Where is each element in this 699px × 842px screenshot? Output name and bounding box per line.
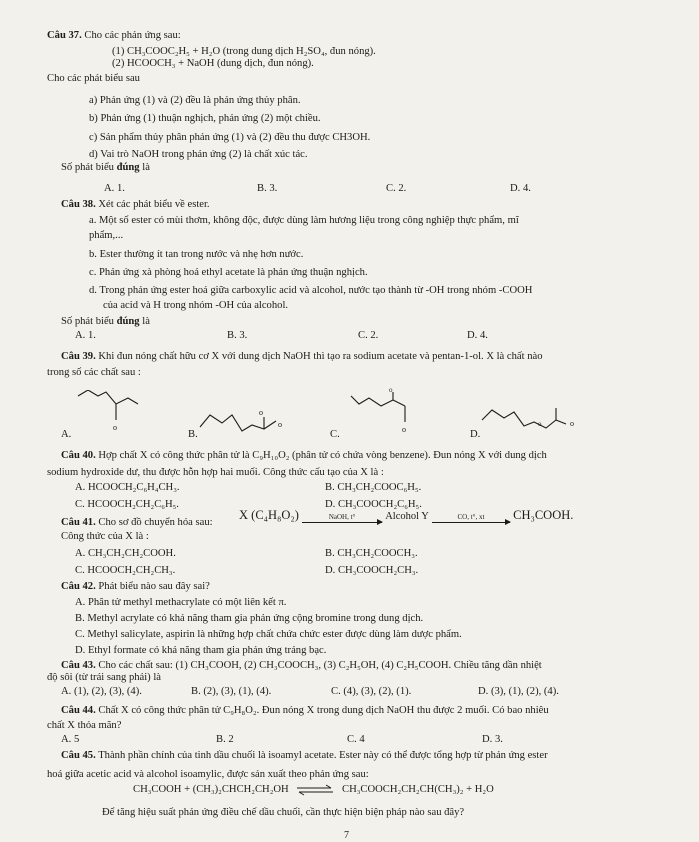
q37-option-b[interactable]: B. 3.: [257, 183, 278, 194]
svg-text:o: o: [538, 420, 542, 428]
q44-option-c[interactable]: C. 4: [347, 734, 365, 745]
q45-question: Để tăng hiệu suất phản ứng điều chế dầu chuối, cần thực hiện biện pháp nào sau đây?: [102, 807, 465, 818]
q41-middle: Alcohol Y: [385, 511, 429, 522]
q39-line1: Câu 39. Khi đun nóng chất hữu cơ X với dung dịch NaOH thì tạo ra sodium acetate và pentan-1-ol. X là chất nào: [61, 351, 543, 362]
q37-statement-b: b) Phản ứng (1) thuận nghịch, phản ứng (2) một chiều.: [89, 113, 321, 124]
svg-text:o: o: [402, 425, 406, 434]
q37-ask: Số phát biểu đúng là: [61, 162, 150, 173]
q43-option-a[interactable]: A. (1), (2), (3), (4).: [61, 686, 142, 697]
q42-intro: Câu 42. Phát biểu nào sau đây sai?: [61, 581, 210, 592]
q43-line1: Câu 43. Cho các chất sau: (1) CH₃COOH, (2) CH₃COOCH₃, (3) C₂H₅OH, (4) C₂H₅COOH. Chiều tăng dần nhiệt: [61, 660, 542, 671]
q38-intro: Câu 38. Xét các phát biểu về ester.: [61, 199, 210, 210]
q41-option-a[interactable]: A. CH₃CH₂CH₂COOH.: [75, 548, 176, 559]
q37-intro: Câu 37. Cho các phản ứng sau:: [47, 30, 181, 41]
q37-option-d[interactable]: D. 4.: [510, 183, 531, 194]
q44-line1: Câu 44. Chất X có công thức phân tử C₉H₈O₂. Đun nóng X trong dung dịch NaOH thu được 2 muối. Có bao nhiêu: [61, 705, 549, 716]
q44-line2: chất X thỏa mãn?: [47, 720, 122, 731]
q44-options: [0, 733, 699, 747]
q38-statement-a-line2: phẩm,...: [89, 230, 124, 241]
q43-option-c[interactable]: C. (4), (3), (2), (1).: [331, 686, 412, 697]
q41-options-row1: [0, 547, 699, 561]
q41-scheme: [239, 507, 573, 525]
q41-option-c[interactable]: C. HCOOCH₂CH₂CH₃.: [75, 565, 176, 576]
q38-option-b[interactable]: B. 3.: [227, 330, 248, 341]
q38-ask: Số phát biểu đúng là: [61, 316, 150, 327]
q37-lead: Cho các phát biểu sau: [47, 73, 140, 84]
svg-text:o: o: [113, 423, 117, 432]
q37-reaction-1: (1) CH₃COOC₂H₅ + H₂O (trong dung dịch H₂SO₄, đun nóng).: [112, 46, 376, 57]
q41-arrow-1: NaOH, t°: [302, 513, 382, 523]
q44-option-d[interactable]: D. 3.: [482, 734, 503, 745]
q45-reactants: CH₃COOH + (CH₃)₂CHCH₂CH₂OH: [133, 784, 289, 795]
q39-structure-c[interactable]: [343, 388, 443, 436]
q38-statement-a-line1: a. Một số ester có mùi thơm, không độc, được dùng làm hương liệu trong công nghiệp thực phẩm, mĩ: [89, 215, 519, 226]
q40-option-c[interactable]: C. HCOOCH₂CH₂C₆H₅.: [75, 499, 179, 510]
q40-option-b[interactable]: B. CH₃CH₂COOC₆H₅.: [325, 482, 422, 493]
q38-statement-b: b. Ester thường ít tan trong nước và nhẹ hơn nước.: [89, 249, 304, 260]
svg-text:o: o: [570, 419, 574, 428]
q45-equation: [133, 783, 494, 796]
q37-reaction-2: (2) HCOOCH₃ + NaOH (dung dịch, đun nóng).: [112, 58, 314, 69]
svg-text:o: o: [278, 420, 282, 429]
q41-start: X (C₄H₈O₂): [239, 508, 299, 522]
q41-intro: Câu 41. Cho sơ đồ chuyển hóa sau:: [61, 517, 213, 528]
q39-option-a-label[interactable]: A.: [61, 429, 72, 440]
q38-statement-d-line1: d. Trong phản ứng ester hoá giữa carboxylic acid và alcohol, nước tạo thành từ -OH trong nhóm -COOH: [89, 285, 533, 296]
q41-end: CH₃COOH.: [513, 508, 574, 522]
q43-option-d[interactable]: D. (3), (1), (2), (4).: [478, 686, 559, 697]
q41-option-d[interactable]: D. CH₃COOCH₂CH₃.: [325, 565, 419, 576]
q43-option-b[interactable]: B. (2), (3), (1), (4).: [191, 686, 272, 697]
reversible-arrow-icon: [295, 784, 335, 796]
svg-text:o: o: [259, 408, 263, 417]
q43-options: [0, 685, 699, 699]
q38-statement-c: c. Phản ứng xà phòng hoá ethyl acetate là phản ứng thuận nghịch.: [89, 267, 368, 278]
q40-option-a[interactable]: A. HCOOCH₂C₆H₄CH₃.: [75, 482, 180, 493]
q41-options-row2: [0, 564, 699, 578]
q38-option-c[interactable]: C. 2.: [358, 330, 379, 341]
q37-options: [0, 182, 699, 196]
q37-statement-d: d) Vai trò NaOH trong phản ứng (2) là chất xúc tác.: [89, 149, 308, 160]
q42-option-b[interactable]: B. Methyl acrylate có khả năng tham gia phản ứng cộng bromine trong dung dịch.: [75, 613, 424, 624]
q44-option-a[interactable]: A. 5: [61, 734, 80, 745]
q40-option-d[interactable]: D. CH₃COOCH₂C₆H₅.: [325, 499, 422, 510]
q39-line2: trong số các chất sau :: [47, 367, 141, 378]
q39-option-d-label[interactable]: D.: [470, 429, 481, 440]
q37-option-c[interactable]: C. 2.: [386, 183, 407, 194]
q42-option-d[interactable]: D. Ethyl formate có khả năng tham gia phản ứng tráng bạc.: [75, 645, 327, 656]
q42-option-c[interactable]: C. Methyl salicylate, aspirin là những hợp chất chứa chức ester được dùng làm dược phẩm.: [75, 629, 462, 640]
q38-options: [0, 329, 699, 343]
q41-arrow-2: CO, t°, xt: [432, 513, 510, 523]
q40-line1: Câu 40. Hợp chất X có công thức phân tử là C₉H₁₀O₂ (phân tử có chứa vòng benzene). Đun nóng X với dung dịch: [61, 450, 547, 461]
q45-line2: hoá giữa acetic acid và alcohol isoamylic, được sản xuất theo phản ứng sau:: [47, 769, 369, 780]
svg-text:o: o: [389, 388, 393, 394]
q38-option-d[interactable]: D. 4.: [467, 330, 488, 341]
q37-statement-c: c) Sản phẩm thủy phân phản ứng (1) và (2) đều thu được CH3OH.: [89, 132, 371, 143]
q37-option-a[interactable]: A. 1.: [104, 183, 125, 194]
q39-structure-d[interactable]: [478, 400, 598, 440]
q41-option-b[interactable]: B. CH₃CH₂COOCH₃.: [325, 548, 418, 559]
q39-option-c-label[interactable]: C.: [330, 429, 340, 440]
q38-statement-d-line2: của acid và H trong nhóm -OH của alcohol.: [103, 300, 289, 311]
page-number: 7: [344, 830, 349, 841]
q44-option-b[interactable]: B. 2: [216, 734, 234, 745]
q45-products: CH₃COOCH₂CH₂CH(CH₃)₂ + H₂O: [342, 784, 494, 795]
q45-line1: Câu 45. Thành phần chính của tinh dầu chuối là isoamyl acetate. Ester này có thể được tổng hợp từ phản ứng ester: [61, 750, 548, 761]
q40-options-row1: [0, 481, 699, 495]
q38-option-a[interactable]: A. 1.: [75, 330, 96, 341]
q40-line2: sodium hydroxide dư, thu được hỗn hợp hai muối. Công thức cấu tạo của X là :: [47, 467, 384, 478]
q39-structure-a[interactable]: [70, 390, 170, 438]
q42-option-a[interactable]: A. Phân tử methyl methacrylate có một liên kết π.: [75, 597, 287, 608]
q39-option-b-label[interactable]: B.: [188, 429, 198, 440]
q43-line2: độ sôi (từ trái sang phải) là: [47, 672, 162, 683]
q39-structure-b[interactable]: [198, 405, 298, 441]
q41-ask: Công thức của X là :: [61, 531, 149, 542]
q37-statement-a: a) Phản ứng (1) và (2) đều là phản ứng thủy phân.: [89, 95, 301, 106]
